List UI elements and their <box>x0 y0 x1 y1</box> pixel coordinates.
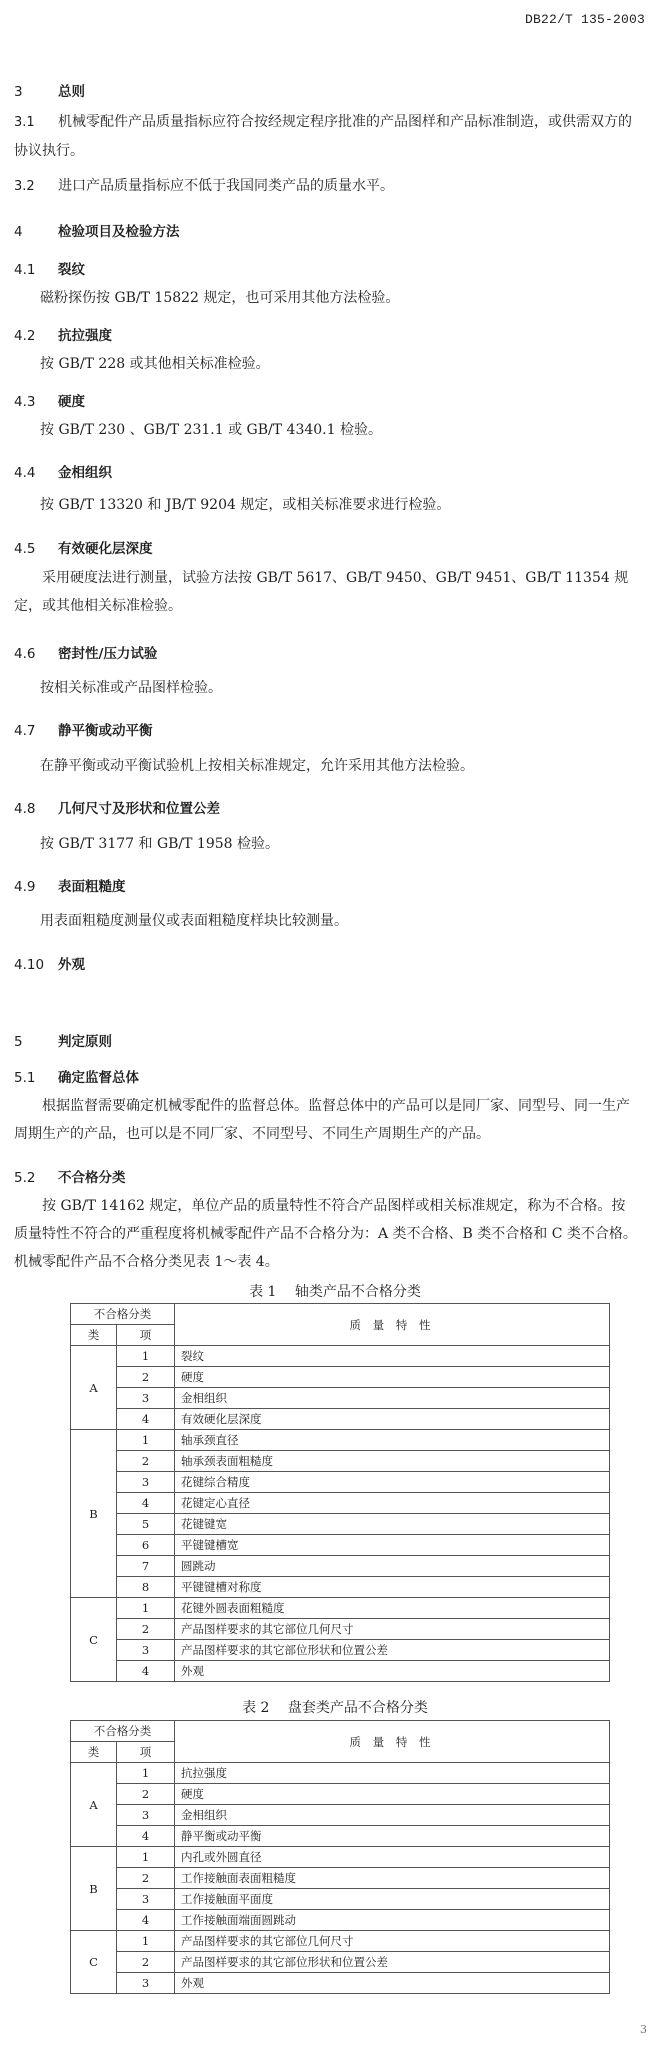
quality-characteristic-cell: 轴承颈表面粗糙度 <box>175 1451 610 1472</box>
quality-characteristic-cell: 产品图样要求的其它部位几何尺寸 <box>175 1619 610 1640</box>
table-row <box>71 1577 610 1598</box>
quality-characteristic-cell: 内孔或外圆直径 <box>175 1847 610 1868</box>
item-number-cell: 4 <box>117 1826 175 1847</box>
section-number: 3 <box>14 84 23 100</box>
class-cell: B <box>71 1430 117 1598</box>
quality-characteristic-cell: 花键定心直径 <box>175 1493 610 1514</box>
item-number-cell: 2 <box>117 1367 175 1388</box>
table-row <box>71 1805 610 1826</box>
quality-characteristic-cell: 产品图样要求的其它部位几何尺寸 <box>175 1931 610 1952</box>
clause-5-2-text: 按 GB/T 14162 规定，单位产品的质量特性不符合产品图样或相关标准规定，称为不合格。按质量特性不符合的严重程度将机械零配件产品不合格分为：A 类不合格、B 类不合格和 C 类不合格。机械零配件产品不合格分类见表 1～表 4。 <box>14 1198 637 1270</box>
section-number: 4.7 <box>14 723 36 739</box>
quality-characteristic-cell: 金相组织 <box>175 1388 610 1409</box>
quality-characteristic-cell: 有效硬化层深度 <box>175 1409 610 1430</box>
item-number-cell: 1 <box>117 1430 175 1451</box>
table-row <box>71 1388 610 1409</box>
item-number-cell: 1 <box>117 1598 175 1619</box>
table-row <box>71 1409 610 1430</box>
quality-characteristic-cell: 圆跳动 <box>175 1556 610 1577</box>
item-number-cell: 3 <box>117 1889 175 1910</box>
table-header-quality: 质 量 特 性 <box>175 1304 610 1346</box>
item-number-cell: 8 <box>117 1577 175 1598</box>
item-number-cell: 2 <box>117 1868 175 1889</box>
document-code-header: DB22/T 135-2003 <box>524 12 645 27</box>
clause-3-1 <box>14 108 639 165</box>
clause-4-9-text: 用表面粗糙度测量仪或表面粗糙度样块比较测量。 <box>40 913 348 929</box>
clause-4-3-heading <box>14 390 85 410</box>
table-row <box>71 1973 610 1994</box>
quality-characteristic-cell: 裂纹 <box>175 1346 610 1367</box>
quality-characteristic-cell: 抗拉强度 <box>175 1763 610 1784</box>
table-row <box>71 1847 610 1868</box>
quality-characteristic-cell: 工作接触面表面粗糙度 <box>175 1868 610 1889</box>
item-number-cell: 2 <box>117 1784 175 1805</box>
section-5-heading <box>14 1030 112 1050</box>
table-row <box>71 1451 610 1472</box>
class-cell: B <box>71 1847 117 1931</box>
clause-4-1-heading <box>14 258 85 278</box>
clause-4-8-heading <box>14 797 220 817</box>
section-title: 表面粗糙度 <box>58 879 126 895</box>
class-cell: C <box>71 1598 117 1682</box>
section-3-heading <box>14 80 85 100</box>
section-number: 4.9 <box>14 879 36 895</box>
quality-characteristic-cell: 静平衡或动平衡 <box>175 1826 610 1847</box>
quality-characteristic-cell: 工作接触面平面度 <box>175 1889 610 1910</box>
section-number: 4.2 <box>14 328 36 344</box>
table-header-group: 不合格分类 <box>71 1304 175 1325</box>
section-title: 检验项目及检验方法 <box>58 224 180 240</box>
section-title: 外观 <box>58 957 85 973</box>
quality-characteristic-cell: 外观 <box>175 1661 610 1682</box>
table-row <box>71 1826 610 1847</box>
section-title: 几何尺寸及形状和位置公差 <box>58 801 220 817</box>
class-cell: A <box>71 1346 117 1430</box>
quality-characteristic-cell: 硬度 <box>175 1367 610 1388</box>
section-number: 4.3 <box>14 394 36 410</box>
item-number-cell: 4 <box>117 1661 175 1682</box>
clause-4-4-heading <box>14 461 112 481</box>
table-row <box>71 1889 610 1910</box>
table-header-item: 项 <box>117 1325 175 1346</box>
quality-characteristic-cell: 金相组织 <box>175 1805 610 1826</box>
clause-4-5-heading <box>14 537 153 557</box>
section-number: 5 <box>14 1034 23 1050</box>
section-title: 抗拉强度 <box>58 328 112 344</box>
clause-4-4-text: 按 GB/T 13320 和 JB/T 9204 规定，或相关标准要求进行检验。 <box>40 497 451 513</box>
quality-characteristic-cell: 轴承颈直径 <box>175 1430 610 1451</box>
section-number: 4 <box>14 224 23 240</box>
table-row <box>71 1598 610 1619</box>
table-header-group: 不合格分类 <box>71 1721 175 1742</box>
section-title: 不合格分类 <box>58 1170 126 1186</box>
table-2-caption: 表 2 盘套类产品不合格分类 <box>242 1700 428 1716</box>
section-title: 确定监督总体 <box>58 1070 139 1086</box>
clause-4-6-heading <box>14 642 157 662</box>
table-header-class: 类 <box>71 1742 117 1763</box>
clause-4-1-text: 磁粉探伤按 GB/T 15822 规定，也可采用其他方法检验。 <box>40 290 400 306</box>
table-row <box>71 1346 610 1367</box>
item-number-cell: 4 <box>117 1493 175 1514</box>
item-number-cell: 2 <box>117 1451 175 1472</box>
table-row <box>71 1763 610 1784</box>
section-number: 4.5 <box>14 541 36 557</box>
table-header-quality: 质 量 特 性 <box>175 1721 610 1763</box>
class-cell: C <box>71 1931 117 1994</box>
quality-characteristic-cell: 产品图样要求的其它部位形状和位置公差 <box>175 1952 610 1973</box>
table-row <box>71 1952 610 1973</box>
section-title: 有效硬化层深度 <box>58 541 153 557</box>
page-number: 3 <box>640 2023 647 2036</box>
table-header-item: 项 <box>117 1742 175 1763</box>
clause-5-1-text: 根据监督需要确定机械零配件的监督总体。监督总体中的产品可以是同厂家、同型号、同一生产周期生产的产品，也可以是不同厂家、不同型号、不同生产周期生产的产品。 <box>14 1098 630 1142</box>
quality-characteristic-cell: 花键键宽 <box>175 1514 610 1535</box>
table-row <box>71 1556 610 1577</box>
item-number-cell: 7 <box>117 1556 175 1577</box>
section-title: 静平衡或动平衡 <box>58 723 153 739</box>
item-number-cell: 4 <box>117 1409 175 1430</box>
quality-characteristic-cell: 硬度 <box>175 1784 610 1805</box>
section-title: 总则 <box>58 84 85 100</box>
section-number: 4.4 <box>14 465 36 481</box>
clause-4-2-heading <box>14 324 112 344</box>
table-row <box>71 1784 610 1805</box>
item-number-cell: 3 <box>117 1640 175 1661</box>
clause-4-8-text: 按 GB/T 3177 和 GB/T 1958 检验。 <box>40 836 280 852</box>
section-number: 4.1 <box>14 262 36 278</box>
table-1 <box>70 1303 610 1682</box>
quality-characteristic-cell: 平键键槽宽 <box>175 1535 610 1556</box>
section-title: 密封性/压力试验 <box>58 646 158 662</box>
item-number-cell: 3 <box>117 1388 175 1409</box>
table-row <box>71 1493 610 1514</box>
section-number: 4.6 <box>14 646 36 662</box>
item-number-cell: 1 <box>117 1763 175 1784</box>
quality-characteristic-cell: 外观 <box>175 1973 610 1994</box>
clause-3-2 <box>14 172 639 201</box>
clause-4-3-text: 按 GB/T 230 、GB/T 231.1 或 GB/T 4340.1 检验。 <box>40 422 382 438</box>
section-4-heading <box>14 220 180 240</box>
clause-5-2-heading <box>14 1166 126 1186</box>
clause-4-7-text: 在静平衡或动平衡试验机上按相关标准规定，允许采用其他方法检验。 <box>40 758 474 774</box>
table-2-body <box>71 1763 610 1994</box>
clause-4-9-heading <box>14 875 126 895</box>
item-number-cell: 2 <box>117 1619 175 1640</box>
clause-4-10-heading <box>14 953 85 973</box>
quality-characteristic-cell: 工作接触面端面圆跳动 <box>175 1910 610 1931</box>
section-title: 硬度 <box>58 394 85 410</box>
clause-5-1-heading <box>14 1066 139 1086</box>
quality-characteristic-cell: 花键外圆表面粗糙度 <box>175 1598 610 1619</box>
section-number: 4.10 <box>14 957 45 973</box>
clause-4-2-text: 按 GB/T 228 或其他相关标准检验。 <box>40 356 270 372</box>
table-row <box>71 1661 610 1682</box>
table-row <box>71 1472 610 1493</box>
item-number-cell: 2 <box>117 1952 175 1973</box>
table-1-caption: 表 1 轴类产品不合格分类 <box>249 1284 421 1300</box>
table-row <box>71 1910 610 1931</box>
table-1-body <box>71 1346 610 1682</box>
table-row <box>71 1514 610 1535</box>
item-number-cell: 1 <box>117 1847 175 1868</box>
clause-4-6-text: 按相关标准或产品图样检验。 <box>40 680 222 696</box>
item-number-cell: 6 <box>117 1535 175 1556</box>
section-title: 判定原则 <box>58 1034 112 1050</box>
section-title: 金相组织 <box>58 465 112 481</box>
clause-4-5-text: 采用硬度法进行测量，试验方法按 GB/T 5617、GB/T 9450、GB/T 9451、GB/T 11354 规定，或其他相关标准检验。 <box>14 570 629 614</box>
table-row <box>71 1430 610 1451</box>
item-number-cell: 3 <box>117 1472 175 1493</box>
quality-characteristic-cell: 产品图样要求的其它部位形状和位置公差 <box>175 1640 610 1661</box>
table-row <box>71 1367 610 1388</box>
quality-characteristic-cell: 花键综合精度 <box>175 1472 610 1493</box>
class-cell: A <box>71 1763 117 1847</box>
clause-text: 进口产品质量指标应不低于我国同类产品的质量水平。 <box>58 178 394 194</box>
clause-text: 机械零配件产品质量指标应符合按经规定程序批准的产品图样和产品标准制造，或供需双方的协议执行。 <box>14 114 632 159</box>
clause-number: 3.2 <box>14 179 35 194</box>
table-2 <box>70 1720 610 1994</box>
section-number: 5.2 <box>14 1170 36 1186</box>
item-number-cell: 3 <box>117 1805 175 1826</box>
table-row <box>71 1640 610 1661</box>
item-number-cell: 5 <box>117 1514 175 1535</box>
item-number-cell: 1 <box>117 1346 175 1367</box>
table-row <box>71 1931 610 1952</box>
section-title: 裂纹 <box>58 262 85 278</box>
section-number: 5.1 <box>14 1070 36 1086</box>
item-number-cell: 3 <box>117 1973 175 1994</box>
item-number-cell: 4 <box>117 1910 175 1931</box>
clause-4-7-heading <box>14 719 153 739</box>
section-number: 4.8 <box>14 801 36 817</box>
table-row <box>71 1868 610 1889</box>
table-header-class: 类 <box>71 1325 117 1346</box>
item-number-cell: 1 <box>117 1931 175 1952</box>
quality-characteristic-cell: 平键键槽对称度 <box>175 1577 610 1598</box>
table-row <box>71 1535 610 1556</box>
table-row <box>71 1619 610 1640</box>
clause-number: 3.1 <box>14 115 35 130</box>
